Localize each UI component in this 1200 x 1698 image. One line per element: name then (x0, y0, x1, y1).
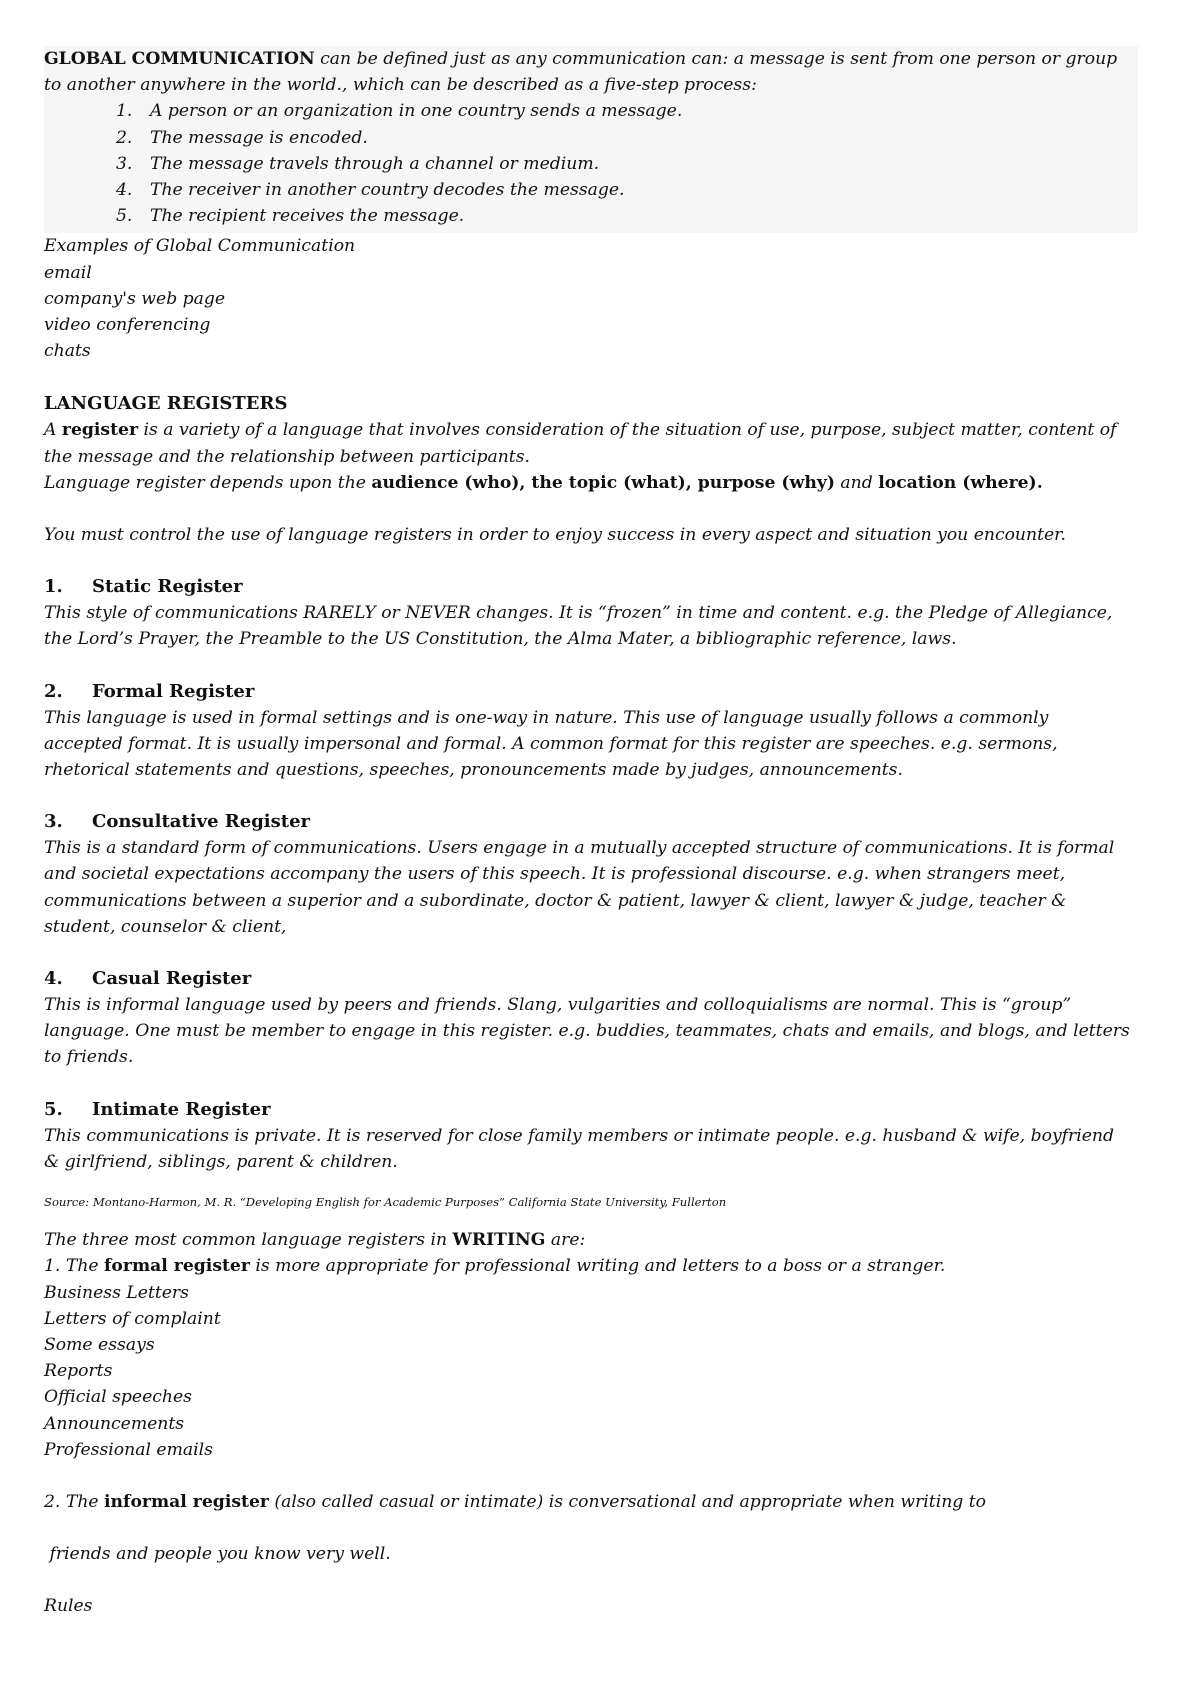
step-item (116, 151, 1138, 177)
informal-prefix: 2. The (44, 1491, 105, 1512)
example-item: video conferencing (44, 315, 211, 336)
step-number: 4. (116, 180, 133, 201)
register-title: Consultative Register (92, 811, 311, 833)
register-title: Intimate Register (92, 1098, 271, 1120)
source-citation: Source: Montano-Harmon, M. R. “Developing English for Academic Purposes” California State University, Fullerton (44, 1195, 727, 1210)
control-statement: You must control the use of language registers in order to enjoy success in every aspect and situation you encounter. (44, 525, 1066, 546)
depends-audience: audience (who), the topic (what), purpose (why) (371, 472, 835, 493)
register-description: This language is used in formal settings and is one-way in nature. This use of language usually follows a commonly accepted format. It is usually impersonal and formal. A common format for this register are speeches. e.g. sermons, rhetorical statements and questions, speeches, pronouncements made by judges, announcements. (44, 707, 1058, 781)
formal-example-item: Letters of complaint (44, 1308, 221, 1329)
formal-example-item: Official speeches (44, 1387, 192, 1408)
formal-example-item: Professional emails (44, 1439, 213, 1460)
global-heading: GLOBAL COMMUNICATION (44, 49, 315, 69)
register-number: 4. (44, 968, 63, 990)
step-number: 1. (116, 101, 133, 122)
five-step-list (44, 98, 1138, 229)
language-registers-heading: LANGUAGE REGISTERS (44, 393, 288, 415)
rules-label: Rules (44, 1596, 93, 1617)
depends-prefix: Language register depends upon the (44, 472, 372, 493)
global-intro-text: can be defined just as any communication can: a message is sent from one person or group to another anywhere in the world., which can be described as a five-step process: (44, 49, 1118, 96)
formal-example-item: Business Letters (44, 1282, 189, 1303)
step-text: The message travels through a channel or medium. (150, 153, 600, 174)
formal-example-item: Some essays (44, 1334, 155, 1355)
step-number: 2. (116, 127, 133, 148)
step-item (116, 203, 1138, 229)
global-communication-block (44, 46, 1138, 233)
writing-intro-prefix: The three most common language registers in (44, 1230, 453, 1251)
example-item: chats (44, 341, 91, 362)
register-number: 5. (44, 1098, 63, 1120)
register-item-formal (44, 679, 1130, 784)
register-number: 1. (44, 576, 63, 598)
formal-suffix: is more appropriate for professional writing and letters to a boss or a stranger. (249, 1256, 946, 1277)
informal-register-word: informal register (104, 1491, 269, 1512)
register-depends (44, 470, 1130, 496)
informal-continuation: friends and people you know very well. (44, 1544, 391, 1565)
register-number: 2. (44, 680, 63, 702)
register-item-intimate (44, 1097, 1130, 1175)
formal-register-word: formal register (104, 1256, 250, 1277)
register-title: Casual Register (92, 968, 252, 990)
step-number: 5. (116, 206, 133, 227)
writing-intro-suffix: are: (545, 1230, 586, 1251)
examples-title: Examples of Global Communication (44, 236, 356, 257)
formal-prefix: 1. The (44, 1256, 105, 1277)
step-text: The message is encoded. (150, 127, 368, 148)
formal-register-line (44, 1253, 1130, 1279)
register-description: This is informal language used by peers and friends. Slang, vulgarities and colloquialisms are normal. This is “group” language. One must be member to engage in this register. e.g. buddies, teammates, chats and emails, and blogs, and letters to friends. (44, 995, 1130, 1068)
register-title: Formal Register (92, 680, 255, 702)
informal-suffix: (also called casual or intimate) is conversational and appropriate when writing to (268, 1491, 986, 1512)
register-description: This style of communications RARELY or NEVER changes. It is “frozen” in time and content. e.g. the Pledge of Allegiance, the Lord’s Prayer, the Preamble to the US Constitution, the Alma Mater, a bibliographic reference, laws. (44, 603, 1113, 650)
global-intro (44, 46, 1138, 98)
register-title: Static Register (92, 576, 243, 598)
register-item-casual (44, 966, 1130, 1071)
register-description: This communications is private. It is reserved for close family members or intimate people. e.g. husband & wife, boyfriend & girlfriend, siblings, parent & children. (44, 1125, 1114, 1172)
writing-word: WRITING (452, 1230, 546, 1251)
def-prefix: A (44, 420, 62, 441)
register-item-consultative (44, 809, 1130, 940)
writing-intro (44, 1227, 1130, 1253)
formal-examples-list (44, 1280, 1130, 1463)
example-item: email (44, 262, 92, 283)
def-rest: is a variety of a language that involves consideration of the situation of use, purpose, subject matter, content of the message and the relationship between participants. (44, 420, 1117, 467)
examples-list (44, 233, 1130, 364)
step-text: A person or an organization in one country sends a message. (150, 101, 683, 122)
step-item (116, 177, 1138, 203)
def-register-word: register (61, 420, 139, 441)
register-item-static (44, 574, 1130, 652)
step-text: The receiver in another country decodes the message. (150, 180, 625, 201)
step-text: The recipient receives the message. (150, 206, 465, 227)
depends-and: and (834, 472, 879, 493)
step-number: 3. (116, 153, 133, 174)
register-number: 3. (44, 811, 63, 833)
register-description: This is a standard form of communications. Users engage in a mutually accepted structure of communications. It is formal and societal expectations accompany the users of this speech. It is professional discourse. e.g. when strangers meet, communications between a superior and a subordinate, doctor & patient, lawyer & client, lawyer & judge, teacher & student, counselor & client, (44, 838, 1115, 937)
step-item (116, 125, 1138, 151)
example-item: company's web page (44, 288, 226, 309)
depends-location: location (where). (878, 472, 1043, 493)
step-item (116, 98, 1138, 124)
formal-example-item: Announcements (44, 1413, 185, 1434)
informal-register-line (44, 1489, 1130, 1515)
register-definition (44, 417, 1130, 469)
formal-example-item: Reports (44, 1361, 113, 1382)
